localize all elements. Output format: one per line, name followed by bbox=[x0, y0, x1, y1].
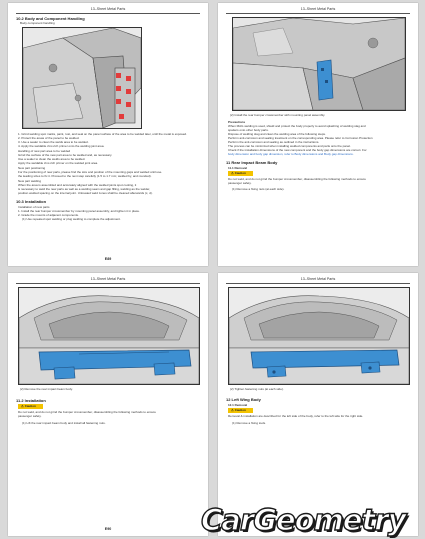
precaution-title: Precautions bbox=[228, 120, 246, 124]
subsection-title: Body component handling bbox=[20, 21, 55, 25]
body-text: 2. Protect the areas of the panel to be welded. bbox=[18, 136, 80, 140]
body-text: Perform the anti-corrosion and sealing as outlined in the instructions. bbox=[228, 140, 320, 144]
body-text: spatters onto other body parts. bbox=[228, 128, 269, 132]
body-text: Handling of new part area to be welded bbox=[18, 149, 71, 153]
body-text: Apply the weldable zinc-rich primer on the welded joint area. bbox=[18, 161, 99, 165]
section-title: 11.2 Installation bbox=[16, 398, 46, 403]
subsection-title: 12.1 Removal bbox=[228, 403, 248, 407]
body-text: Installation of new parts bbox=[18, 205, 50, 209]
body-text: 1. Grind welding spot marks, paint, rust, and seal on the panel surface of the area to be welded later, until the metal is exposed. bbox=[18, 132, 187, 136]
body-text: the leading sizes to fix it. Proceed to the next step carefully (1.5 to 1.7 mm; welded by, and rounded). bbox=[18, 174, 152, 178]
body-text: Use a sealer to clean the welds area to be welded. bbox=[18, 157, 86, 161]
page-header: 13–Sheet Metal Parts bbox=[226, 277, 410, 284]
body-text: is necessary to weld the new parts as well as a welding seam and gap filling, welding as the welder, bbox=[18, 187, 151, 191]
body-text: position welded spacing on the internal joint. Untreated weld zones shall be cleaned afterwards (c, d). bbox=[18, 191, 153, 195]
caution-text: Removal & installation are described for the left side of the body, refer to the left side for the right side. bbox=[228, 414, 364, 418]
step-text: (1) Remove a fixing tools. bbox=[232, 421, 267, 425]
body-text: (1) Use repeated spot welding or plug welding to complete the adjustment. bbox=[22, 217, 121, 221]
body-text: When MAG welding is used, shield and protect the body properly to avoid splashing of welding slag and bbox=[228, 124, 366, 128]
caution-badge: ⚠ Caution bbox=[18, 404, 43, 409]
step-text: (1) Remove a fixing nuts (at each side). bbox=[232, 187, 285, 191]
subsection-title: 11.1 Removal bbox=[228, 166, 248, 170]
body-text: New part positioning bbox=[18, 166, 46, 170]
body-text: 3. Use a sealer to clean the welds area to be welded. bbox=[18, 140, 89, 144]
manual-page-3 bbox=[8, 273, 208, 536]
section-title: 10.3 Installation bbox=[16, 199, 47, 204]
rear-impact-beam-illustration bbox=[18, 287, 200, 385]
rear-impact-beam-installed-drawing bbox=[229, 288, 409, 384]
rear-impact-beam-installed-illustration bbox=[228, 287, 410, 385]
body-text: The process can be minimized when installing welded components and parts onto the panel. bbox=[228, 144, 351, 148]
page-header: 13–Sheet Metal Parts bbox=[16, 277, 200, 284]
step-text: (2) Tighten fastening nuts (at each side). bbox=[230, 387, 284, 391]
body-text: Check if the installation dimensions of the new component and the body gap dimensions are correct. For bbox=[228, 148, 367, 152]
cargeometry-logo: CarGeometry bbox=[201, 503, 406, 537]
step-text: (2) Remove the rear impact beam body. bbox=[20, 387, 73, 391]
section-title: 12 Left Wing Body bbox=[226, 397, 261, 402]
body-text: 4. Apply the weldable zinc-rich primer onto the welding joint area. bbox=[18, 144, 105, 148]
caution-text: Do not weld, and do not grind the bumper crossmember, disassembling the following methods to ensure bbox=[18, 410, 156, 414]
body-text: Perform anti-corrosion and sealing treatment on the corresponding area. Please refer to Corrosion Protection bbox=[228, 136, 373, 140]
body-panel-drawing bbox=[23, 28, 141, 128]
step-text: (1) Lift the rear impact beam body and install all fastening nuts. bbox=[22, 421, 106, 425]
caution-badge: ⚠ Caution bbox=[228, 171, 253, 176]
manual-page-4 bbox=[218, 273, 418, 536]
body-text: For the positioning of new parts, please find the size and position of the mounting gaps and welded until use. bbox=[18, 170, 163, 174]
page-footer: E89 bbox=[104, 257, 112, 261]
page-header: 13–Sheet Metal Parts bbox=[226, 7, 410, 14]
manual-page-1 bbox=[8, 3, 208, 266]
body-text: 2. Grade the mounts of adjacent components. bbox=[18, 213, 79, 217]
crossmember-illustration bbox=[232, 17, 406, 111]
crossmember-drawing bbox=[233, 18, 405, 110]
caution-text: Do not weld, and do not grind the bumper crossmember, disassembling the following methods to ensure bbox=[228, 177, 366, 181]
body-text: New part welding bbox=[18, 179, 42, 183]
page-header: 13–Sheet Metal Parts bbox=[16, 7, 200, 14]
body-text: Dispose of welding slag and clean the welding area of the following steps. bbox=[228, 132, 326, 136]
manual-page-2 bbox=[218, 3, 418, 266]
section-title: 10.2 Body and Component Handling bbox=[16, 16, 85, 21]
body-text: 1. Install the rear bumper crossmember by mounting panel assembly, and tighten it in place. bbox=[18, 209, 140, 213]
rear-impact-beam-drawing bbox=[19, 288, 199, 384]
body-panel-illustration bbox=[22, 27, 142, 129]
body-text: Grind the surface of the new part area to be welded and, as necessary. bbox=[18, 153, 113, 157]
caution-badge: ⚠ Caution bbox=[228, 408, 253, 413]
caution-text: passenger safety. bbox=[18, 414, 42, 418]
body-text: When the area is assembled and accurately aligned with the welded joints spot cooling, it bbox=[18, 183, 137, 187]
body-link-text[interactable]: body dimension and body gap dimension, refer to Body dimensions and Body gap dimensions. bbox=[228, 152, 354, 156]
section-title: 11 Rear Impact Beam Body bbox=[226, 160, 278, 165]
step-text: (2) Install the rear bumper crossmember with mounting panel assembly. bbox=[230, 113, 326, 117]
caution-text: passenger safety. bbox=[228, 181, 252, 185]
page-footer: E90 bbox=[104, 527, 112, 531]
